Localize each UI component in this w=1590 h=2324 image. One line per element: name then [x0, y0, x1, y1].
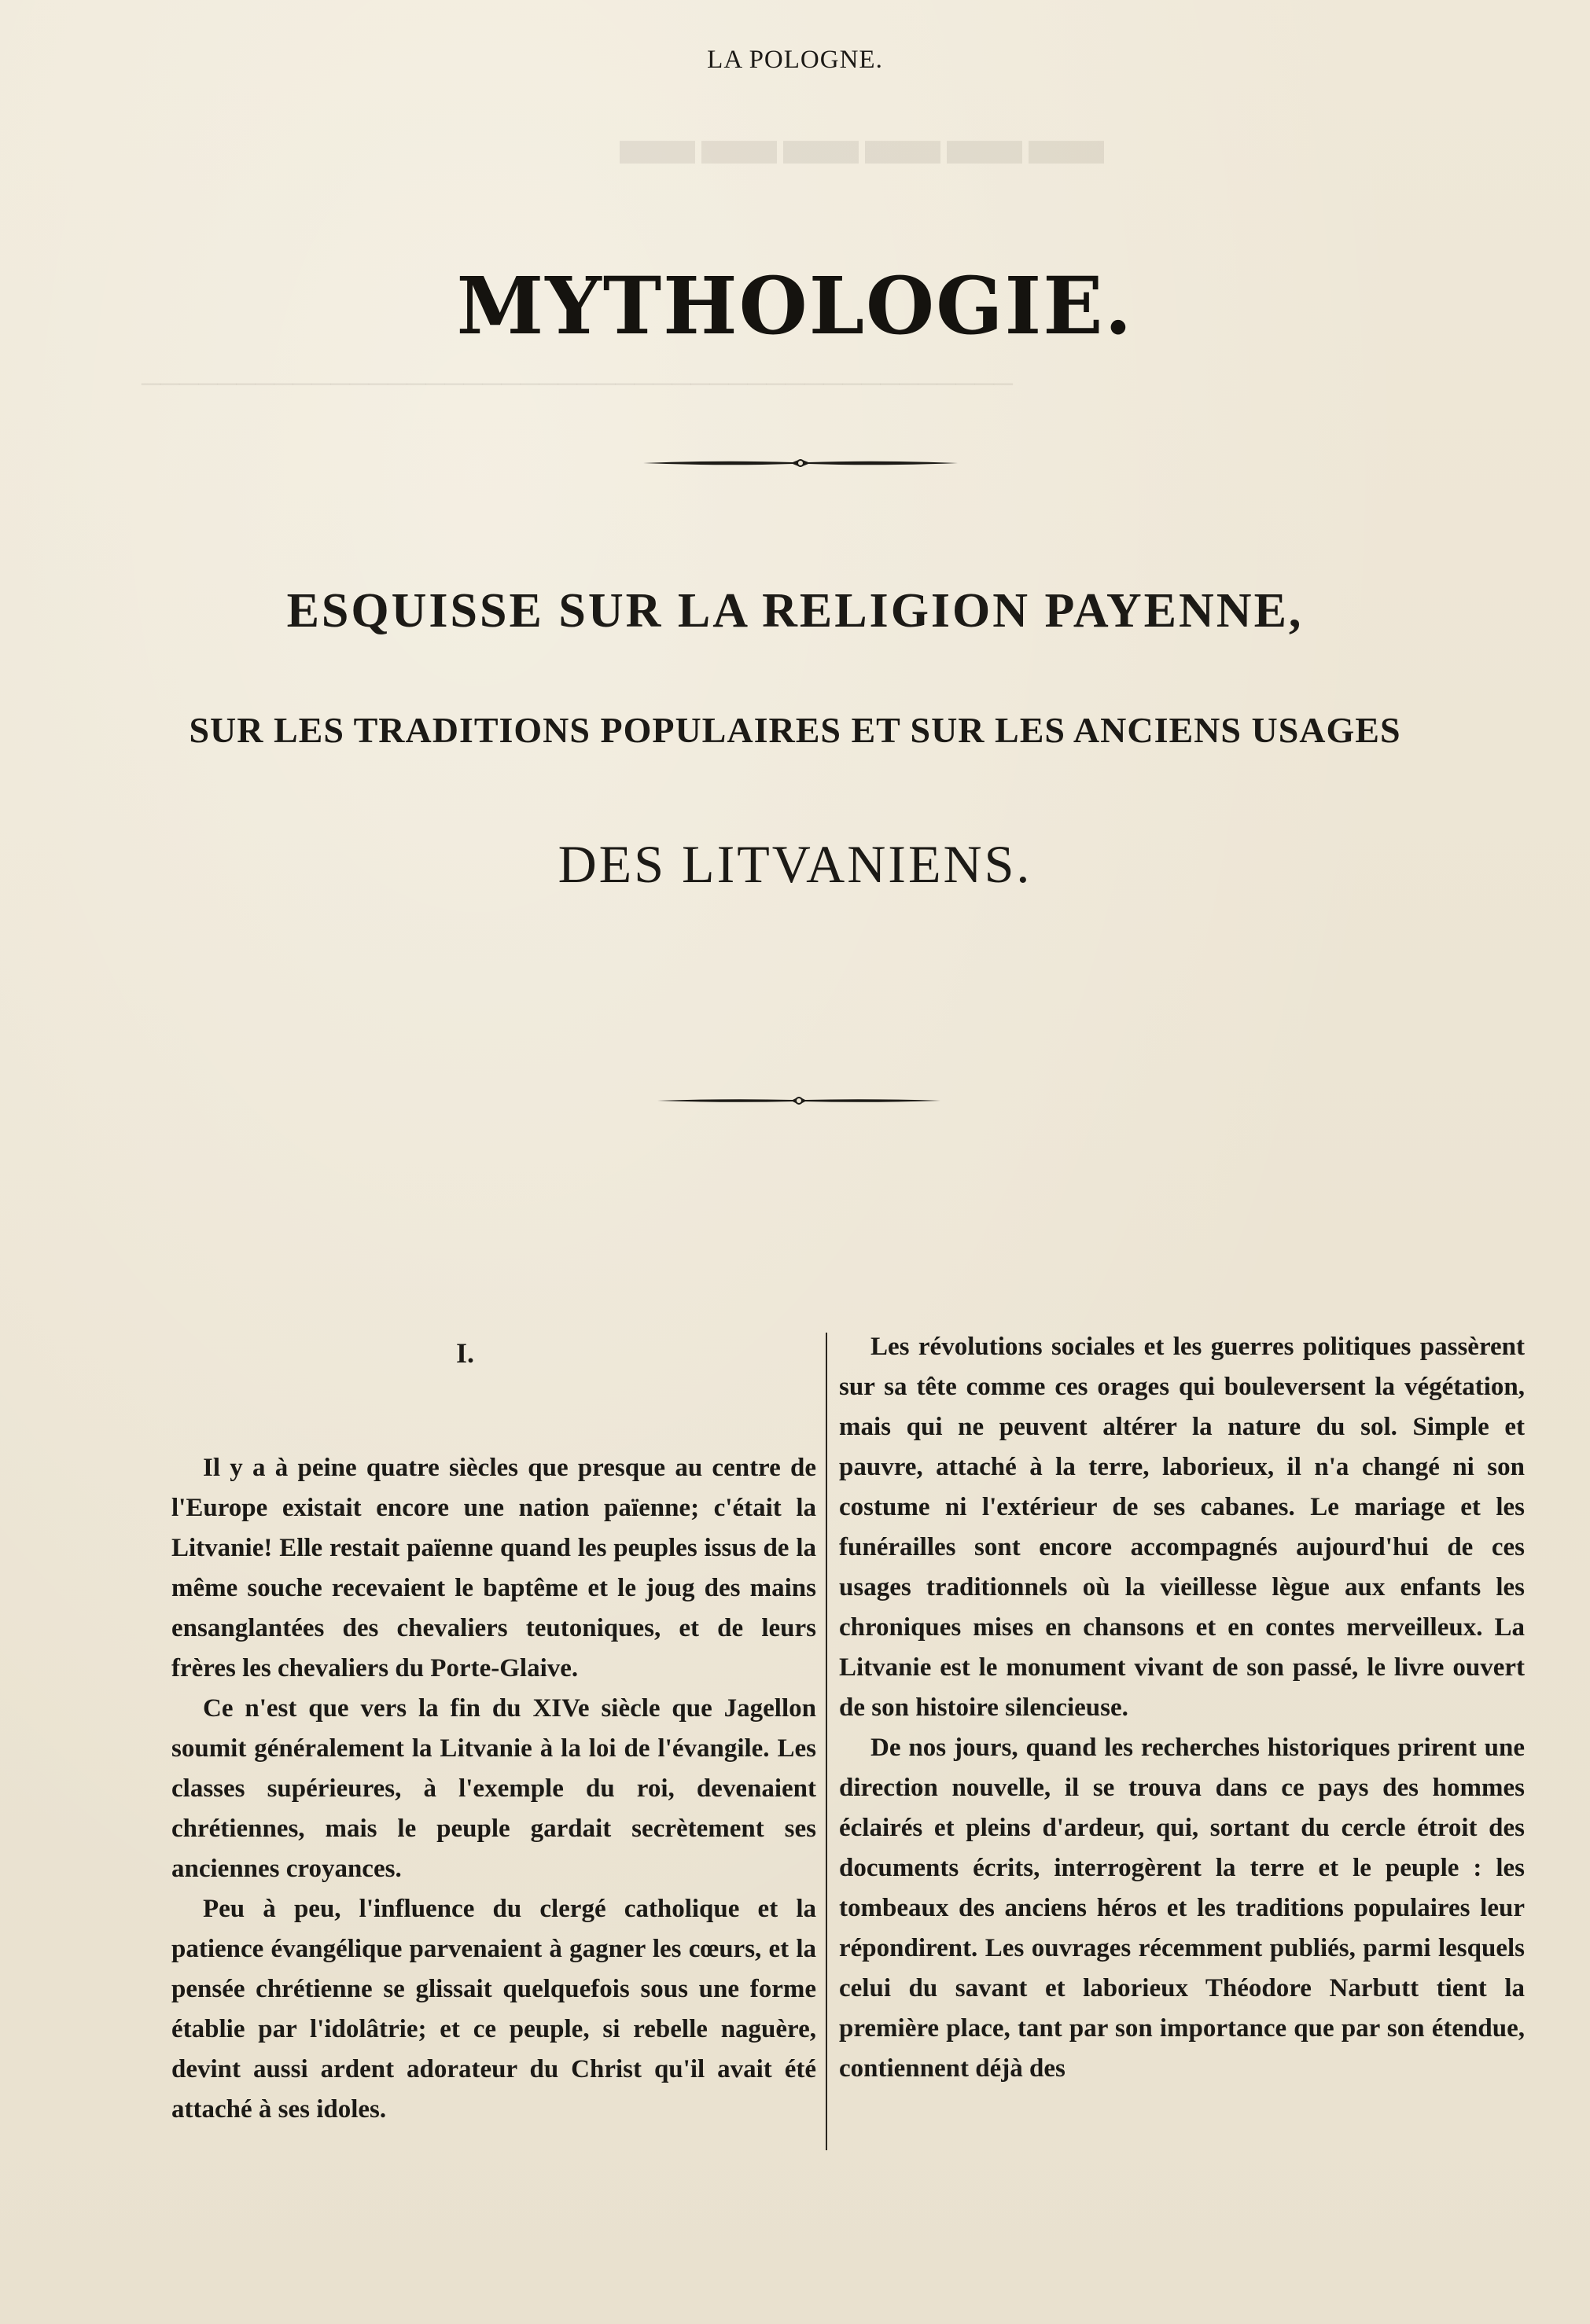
ornament-rule-top — [643, 458, 958, 469]
section-number: I. — [456, 1337, 475, 1369]
running-head: LA POLOGNE. — [707, 46, 883, 74]
paragraph: De nos jours, quand les recherches historiques prirent une direction nouvelle, il se trouva dans ce pays des hommes éclairés et pleins d'ardeur, qui, sortant du cercle étroit des documents écrits, interrogèrent la terre et le peuple : les tombeaux des anciens héros et les traditions populaires leur répondirent. Les ouvrages récemment publiés, parmi lesquels celui du savant et laborieux Théodore Narbutt tient la première place, tant par son importance que par son étendue, contiennent déjà des — [839, 1734, 1525, 2083]
subtitle-line-1: ESQUISSE SUR LA RELIGION PAYENNE, — [286, 584, 1304, 638]
subtitle-line-2: SUR LES TRADITIONS POPULAIRES ET SUR LES ANCIENS USAGES — [189, 710, 1401, 750]
ornament-rule-bottom — [657, 1095, 940, 1106]
paragraph: Ce n'est que vers la fin du XIVe siècle que Jagellon soumit généralement la Litvanie à la loi de l'évangile. Les classes supérieures, à l'exemple du roi, devenaient chrétiennes, mais le peuple gardait secrètement ses anciennes croyances. — [171, 1694, 816, 1883]
paragraph: Peu à peu, l'influence du clergé catholique et la patience évangélique parvenaient à gagner les cœurs, et la pensée chrétienne se glissait quelquefois sous une forme établie par l'idolâtrie; et ce peuple, si rebelle naguère, devint aussi ardent adorateur du Christ qu'il avait été attaché à ses idoles. — [171, 1895, 816, 2124]
subtitle-line-3: DES LITVANIENS. — [558, 834, 1032, 894]
column-divider — [826, 1333, 827, 2150]
paragraph: Il y a à peine quatre siècles que presque au centre de l'Europe existait encore une nation païenne; c'était la Litvanie! Elle restait païenne quand les peuples issus de la même souche recevaient le baptême et le joug des mains ensanglantées des chevaliers teutoniques, et de leurs frères les chevaliers du Porte-Glaive. — [171, 1454, 816, 1682]
bleed-through-heading: ​▬▬▬▬▬▬ — [613, 96, 1104, 180]
main-title: MYTHOLOGIE. — [456, 259, 1134, 352]
paragraph: Les révolutions sociales et les guerres politiques passèrent sur sa tête comme ces orages qui bouleversent la végétation, mais qui ne peuvent altérer la nature du sol. Simple et pauvre, attaché à la terre, laborieux, il n'a changé ni son costume ni l'extérieur de ses cabanes. Le mariage et les funérailles sont encore accompagnés aujourd'hui de ces usages traditionnels où la vieillesse lègue aux enfants les chroniques mises en chansons et en contes merveilleux. La Litvanie est le monument vivant de son passé, le livre ouvert de son histoire silencieuse. — [839, 1333, 1525, 1722]
left-column — [171, 1448, 816, 2130]
right-column — [839, 1327, 1525, 2089]
bleed-through-text: ────────────────────────────────────────────── — [142, 370, 1014, 399]
